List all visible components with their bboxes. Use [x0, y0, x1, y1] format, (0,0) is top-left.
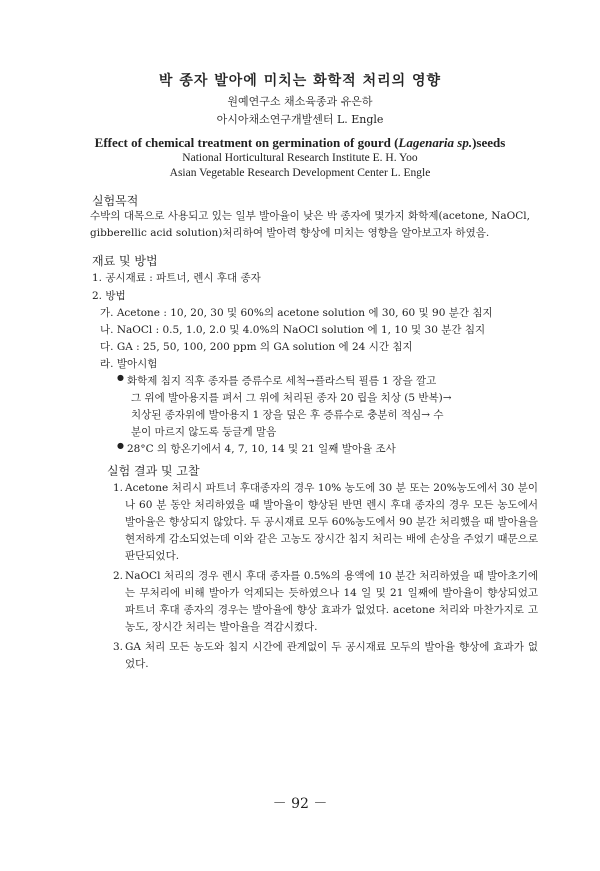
results-item — [113, 639, 538, 673]
methods-method-head: 2. 방법 — [92, 290, 126, 302]
objective-heading: 실험목적 — [92, 194, 139, 208]
korean-author-1: 원예연구소 채소육종과 유은하 — [227, 95, 373, 108]
page-number: － 92 － — [272, 796, 328, 812]
results-list — [113, 480, 538, 673]
results-item-text: Acetone 처리시 파트너 후대종자의 경우 10% 농도에 30 분 또는 20%농도에서 30 분이나 60 분 동안 처리하였을 때 발아율이 향상된 반면 렌시 후대 종자의 경우 모든 농도에서 발아율은 향상되지 않았다. 두 공시재료 모두 60%농도에서 90 분간 처리했을 때 발아율을 현저하게 감소되었는데 이와 같은 고농도 장시간 침지 처리는 배에 손상을 주었기 때문으로 판단되었다. — [125, 482, 538, 562]
results-item — [113, 568, 538, 636]
methods-heading: 재료 및 방법 — [92, 254, 158, 268]
methods-bullet1-line4: 분이 마르지 않도록 둥글게 말음 — [131, 426, 277, 438]
results-item-number: 2. — [113, 570, 124, 582]
english-title-part-a: Effect of chemical treatment on germination of gourd ( — [94, 135, 399, 150]
methods-bullet2: 28°C 의 항온기에서 4, 7, 10, 14 및 21 일째 발아율 조사 — [127, 443, 396, 455]
results-item — [113, 480, 538, 565]
english-author-1: National Horticultural Research Institute E. H. Yoo — [182, 152, 418, 164]
results-heading: 실험 결과 및 고찰 — [107, 464, 200, 478]
methods-ga: 다. GA : 25, 50, 100, 200 ppm 의 GA solution 에 24 시간 침지 — [100, 341, 413, 353]
results-item-text: GA 처리 모든 농도와 침지 시간에 관계없이 두 공시재료 모두의 발아율 향상에 효과가 없었다. — [125, 641, 538, 670]
bullet-icon: ● — [117, 441, 124, 450]
results-item-number: 3. — [113, 641, 124, 653]
methods-bullet1-line3: 치상된 종자위에 발아용지 1 장을 덮은 후 증류수로 충분히 적심→ 수 — [131, 409, 444, 421]
methods-germination-test: 라. 발아시험 — [100, 358, 158, 370]
korean-title: 박 종자 발아에 미치는 화학적 처리의 영향 — [158, 73, 442, 89]
korean-author-2: 아시아채소연구개발센터 L. Engle — [216, 113, 384, 126]
methods-acetone: 가. Acetone : 10, 20, 30 및 60%의 acetone solution 에 30, 60 및 90 분간 침지 — [100, 307, 493, 319]
results-item-text: NaOCl 처리의 경우 렌시 후대 종자를 0.5%의 용액에 10 분간 처리하였을 때 발아초기에는 무처리에 비해 발아가 억제되는 듯하였으나 14 일 및 21 일째에 발아율이 향상되었고 파트너 후대 종자의 경우는 발아율에 향상 효과가 없었다. acetone 처리와 마찬가지로 고농도, 장시간 처리는 발아율을 격감시켰다. — [125, 570, 538, 633]
english-author-2: Asian Vegetable Research Development Center L. Engle — [169, 167, 431, 179]
bullet-icon: ● — [117, 373, 124, 382]
english-title — [0, 135, 600, 151]
objective-text: 수박의 대목으로 사용되고 있는 일부 발아율이 낮은 박 종자에 몇가지 화학제(acetone, NaOCl, gibberellic acid solution)처리하여 발아력 향상에 미치는 영향을 알아보고자 하였음. — [90, 210, 530, 239]
results-item-number: 1. — [113, 482, 124, 494]
methods-naocl: 나. NaOCl : 0.5, 1.0, 2.0 및 4.0%의 NaOCl solution 에 1, 10 및 30 분간 침지 — [100, 324, 486, 336]
methods-bullet1-line2: 그 위에 발아용지를 펴서 그 위에 처리된 종자 20 립을 치상 (5 반복)→ — [131, 392, 452, 404]
english-title-species: Lagenaria sp. — [398, 135, 473, 150]
english-title-part-b: )seeds — [472, 135, 506, 150]
methods-material: 1. 공시재료 : 파트너, 렌시 후대 종자 — [92, 272, 261, 284]
methods-bullet1-line1: 화학제 침지 직후 종자를 증류수로 세척→플라스틱 필름 1 장을 깔고 — [127, 375, 437, 387]
